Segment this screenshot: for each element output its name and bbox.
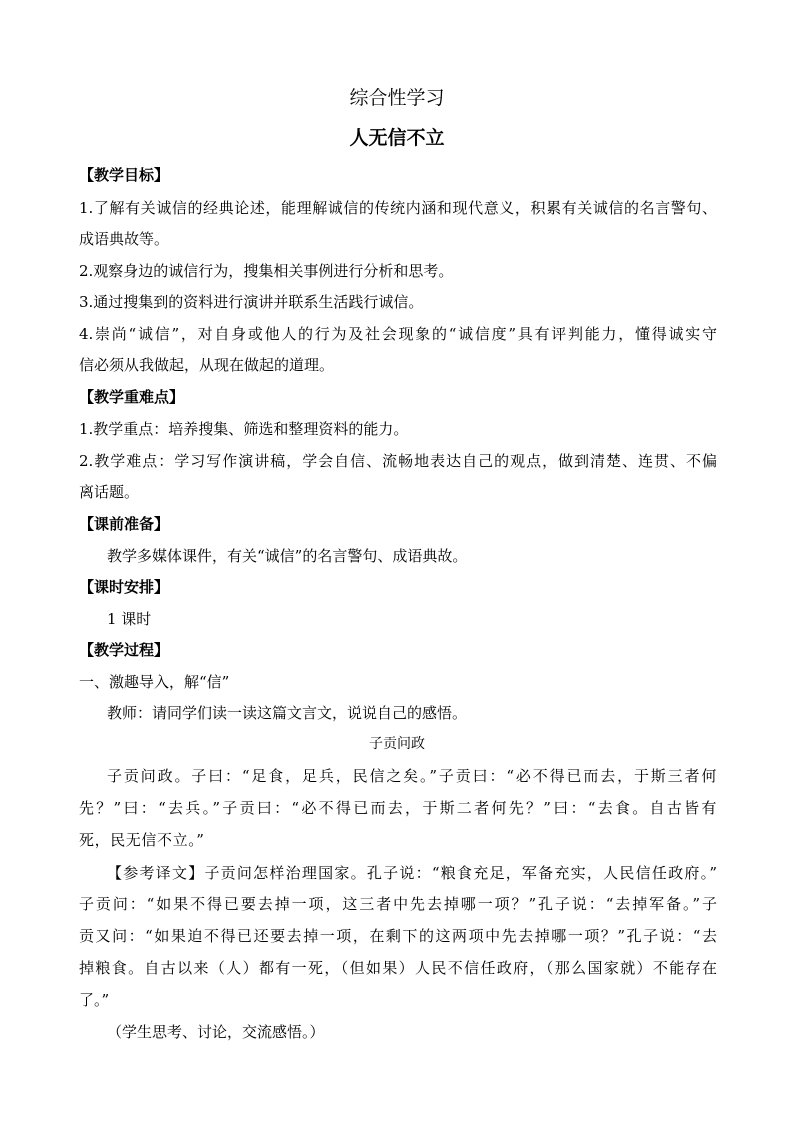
objective-line: 2.观察身边的诚信行为，搜集相关事例进行分析和思考。 bbox=[79, 262, 454, 280]
schedule-heading: 【课时安排】 bbox=[79, 578, 170, 596]
process-heading: 【教学过程】 bbox=[79, 641, 170, 659]
objective-line: 1.了解有关诚信的经典论述，能理解诚信的传统内涵和现代意义，积累有关诚信的名言警句、 bbox=[79, 199, 717, 217]
objectives-heading: 【教学目标】 bbox=[79, 166, 170, 184]
translation-line: 了。” bbox=[79, 991, 110, 1009]
translation-line: 【参考译文】子贡问怎样治理国家。孔子说：“粮食充足，军备充实，人民信任政府。” bbox=[107, 864, 717, 882]
translation-line: 贡又问：“如果迫不得已还要去掉一项，在剩下的这两项中先去掉哪一项？”孔子说：“去 bbox=[79, 927, 717, 945]
objective-line: 4.崇尚“诚信”，对自身或他人的行为及社会现象的“诚信度”具有评判能力，懂得诚实守 bbox=[79, 325, 717, 343]
key-point-line: 1.教学重点：培养搜集、筛选和整理资料的能力。 bbox=[79, 420, 409, 438]
lesson-title: 人无信不立 bbox=[349, 127, 445, 149]
objective-line: 信必须从我做起，从现在做起的道理。 bbox=[79, 356, 335, 374]
key-point-line: 离话题。 bbox=[79, 483, 140, 501]
page-title: 综合性学习 bbox=[349, 87, 445, 109]
schedule-text: 1 课时 bbox=[107, 610, 152, 628]
translation-line: 子贡问：“如果不得已要去掉一项，这三者中先去掉哪一项？”孔子说：“去掉军备。”子 bbox=[79, 895, 717, 913]
key-points-heading: 【教学重难点】 bbox=[79, 388, 185, 406]
teacher-instruction: 教师：请同学们读一读这篇文言文，说说自己的感悟。 bbox=[107, 704, 468, 722]
preparation-heading: 【课前准备】 bbox=[79, 515, 170, 533]
translation-line: 掉粮食。自古以来（人）都有一死，（但如果）人民不信任政府，（那么国家就）不能存在 bbox=[79, 959, 717, 977]
key-point-line: 2.教学难点：学习写作演讲稿，学会自信、流畅地表达自己的观点，做到清楚、连贯、不偏 bbox=[79, 452, 717, 470]
passage-line: 死，民无信不立。” bbox=[79, 831, 205, 849]
process-step-heading: 一、激趣导入，解“信” bbox=[79, 673, 230, 691]
objective-line: 3.通过搜集到的资料进行演讲并联系生活践行诚信。 bbox=[79, 293, 424, 311]
objective-line: 成语典故等。 bbox=[79, 230, 170, 248]
passage-title: 子贡问政 bbox=[369, 736, 425, 752]
passage-line: 先？”曰：“去兵。”子贡曰：“必不得已而去，于斯二者何先？”曰：“去食。自古皆有 bbox=[79, 799, 717, 817]
preparation-text: 教学多媒体课件，有关“诚信”的名言警句、成语典故。 bbox=[107, 547, 468, 565]
student-activity: （学生思考、讨论，交流感悟。） bbox=[107, 1023, 325, 1041]
passage-line: 子贡问政。子曰：“足食，足兵，民信之矣。”子贡曰：“必不得已而去，于斯三者何 bbox=[107, 767, 717, 785]
